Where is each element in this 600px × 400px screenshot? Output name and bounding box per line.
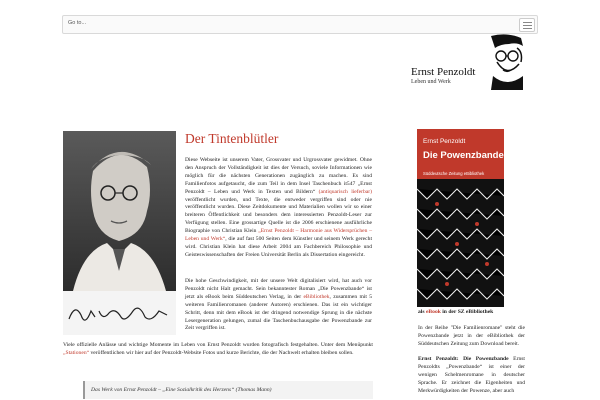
book-series: Süddeutsche Zeitung eBibliothek (423, 171, 485, 176)
portrait-photo (63, 131, 176, 335)
stations-paragraph: Viele offizielle Anlässe und wichtige Momente im Leben von Ernst Penzoldt wurden fotografisch festgehalten. Unter dem Menüpunkt „Stationen“ veröffentlichen wir hier auf der Penzoldt-Website Fotos und kurze Berichte, die der Nachwelt erhalten bleiben sollen. (63, 342, 373, 356)
intro-paragraph: Diese Webseite ist unserem Vater, Grossvater und Urgrossvater gewidmet. Ohne den Anspruch der Vollständigkeit ist dies der Versuch, soviele Informationen wie möglich für die nächsten Generationen zugänglich zu machen. Es sind Familienfotos aufgetaucht, die zum Teil in dem Insel Taschenbuch it547 „Ernst Penzoldt – Leben und Werk in Texten und Bildern“ (antiquarisch lieferbar) veröffentlicht wurden, und Texte, die entweder vergriffen sind oder nie veröffentlicht wurden. Diese Zeitdokumente und Materialien wollen wir so einer breiteren Öffentlichkeit und besonders dem interessierten Penzoldt-Leser zur Verfügung stellen. Eine grossartige Quelle ist die 2006 erschienene ausführliche Biographie von Christian Klein „Ernst Penzoldt – Harmonie aus Widersprüchen – Leben und Werk“, die auf fast 500 Seiten dem Künstler und seinem Werk gerecht wird. Christian Klein hat diese Arbeit 2004 am Fachbereich Philosophie und Geisteswissenschaften der Freien Universität Berlin als Dissertation eingereicht. (185, 157, 372, 258)
book-cover[interactable] (417, 129, 504, 307)
book-caption: als eBook in der SZ eBibliothek (418, 309, 494, 315)
site-title[interactable]: Ernst Penzoldt (411, 66, 476, 78)
menu-icon[interactable] (519, 18, 535, 32)
site-logo[interactable] (487, 32, 527, 90)
top-navigation[interactable] (62, 15, 538, 34)
antiquarian-link[interactable]: (antiquarisch lieferbar) (318, 188, 372, 195)
sidebar-paragraph: In der Reihe "Die Familienromane" steht die Powenzbande jetzt in der eBibliothek der Süddeutschen Zeitung zum Download bereit. (418, 325, 525, 347)
blockquote: Das Werk von Ernst Penzoldt – „Eine Sozialkritik des Herzens“ (Thomas Mann) (83, 381, 373, 399)
book-title: Die Powenzbande (423, 150, 504, 161)
stations-link[interactable]: „Stationen“ (63, 349, 90, 356)
page-title: Der Tintenblütler (185, 131, 279, 146)
ebook-link[interactable]: eBook (425, 309, 441, 315)
ebibliothek-link[interactable]: eBibliothek (303, 293, 330, 300)
sidebar-book-description: Ernst Penzoldt: Die Powenzbande Ernst Penzoldts „Powenzbande“ ist einer der wenigen Schelmenromane in deutscher Sprache. Er zeichnet die Eigenheiten und Merkwürdigkeiten der Powenze, aber auch (418, 356, 525, 394)
book-author: Ernst Penzoldt (423, 138, 466, 145)
site-subtitle: Leben und Werk (411, 79, 451, 85)
ebook-paragraph: Die hohe Geschwindigkeit, mit der unsere Welt digitalisiert wird, hat auch vor Penzoldt nicht Halt gemacht. Sein bekanntester Roman „Die Powenzbande“ ist jetzt als eBook beim Süddeutschen Verlag, in der eBibliothek, zusammen mit 5 weiteren Familienromanen (anderer Autoren) erschienen. Das ist ein wichtiger Schritt, denn mit dem eBook ist der dringend notwendige Sprung in die nächste Lesergeneration gelungen, zumal die Taschenbuchausgabe der Powenzbande zur Zeit vergriffen ist. (185, 278, 372, 332)
goto-menu-label[interactable]: Go to... (68, 20, 87, 26)
biography-link[interactable]: „Ernst Penzoldt – Harmonie aus Widersprüchen – Leben und Werk“ (185, 228, 372, 243)
